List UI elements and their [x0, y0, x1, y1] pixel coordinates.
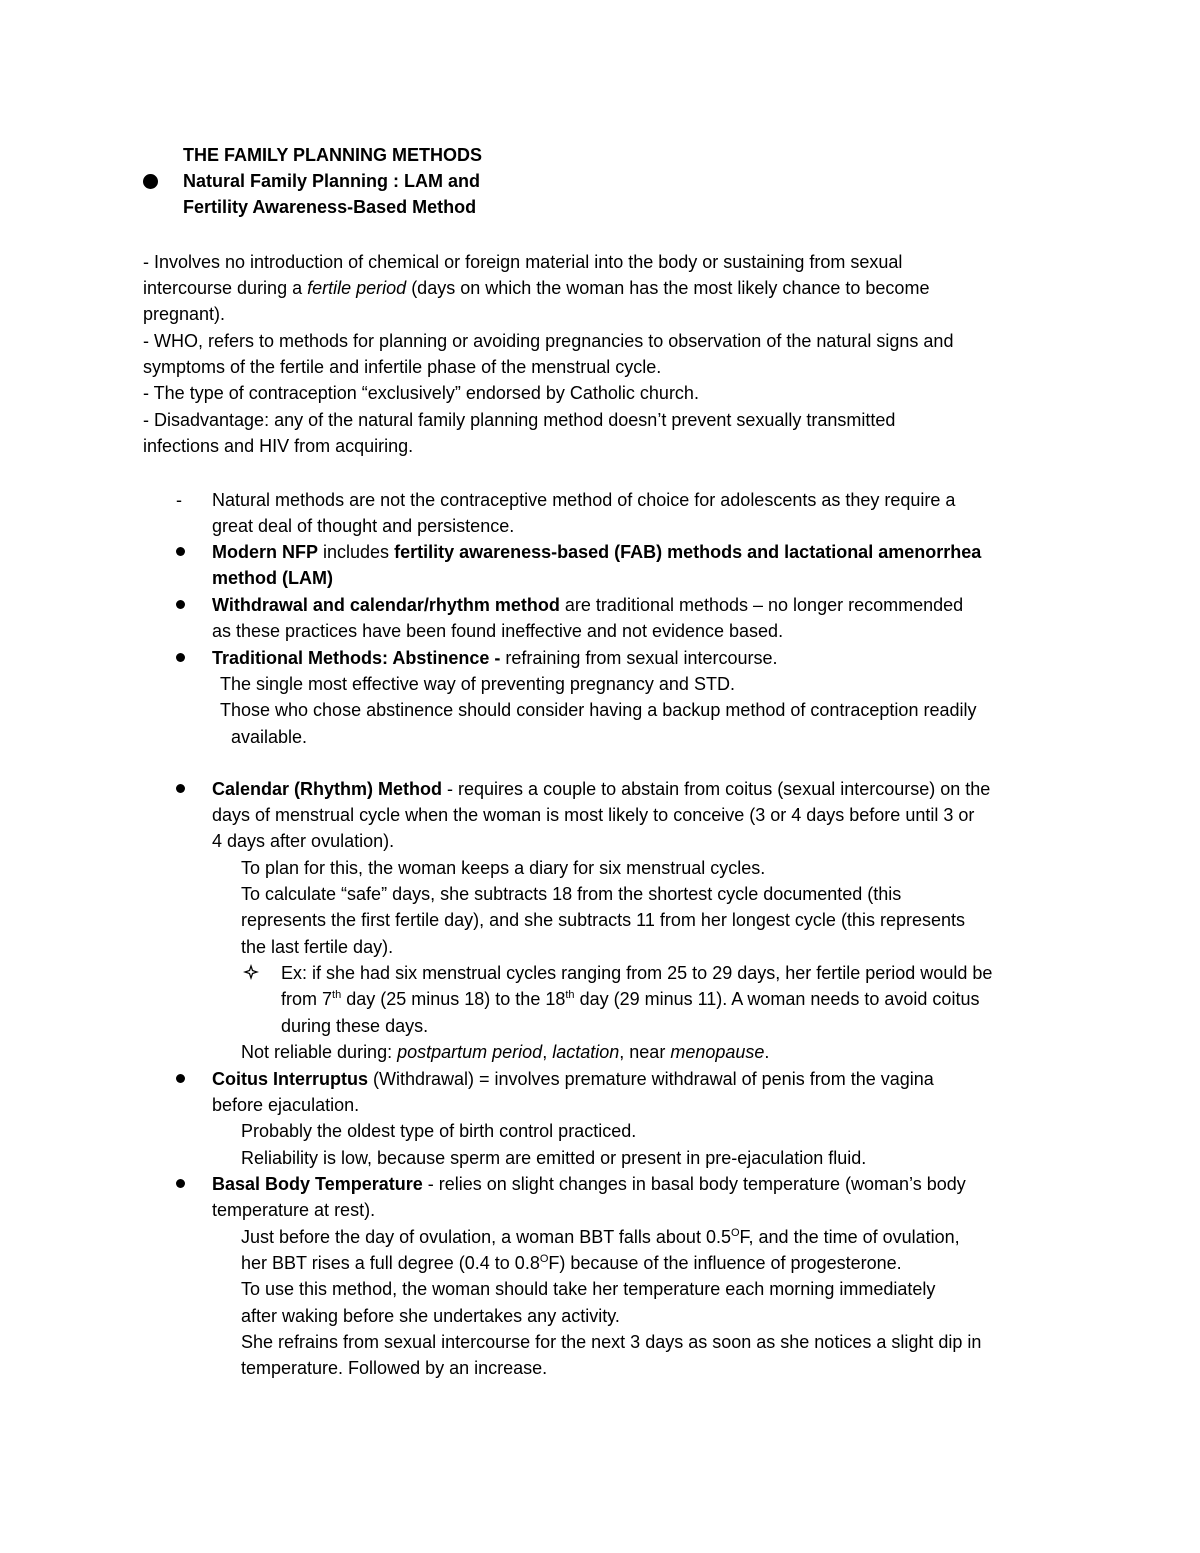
example-text: day (25 minus 18) to the 18	[346, 989, 566, 1009]
coitus-line: before ejaculation.	[212, 1095, 360, 1115]
dash-bullet-icon: -	[176, 490, 182, 510]
bbt-text: her BBT rises a full degree (0.4 to 0.8	[241, 1253, 540, 1273]
intro-line: symptoms of the fertile and infertile phase of the menstrual cycle.	[143, 357, 662, 377]
traditional-line: The single most effective way of preventing pregnancy and STD.	[220, 674, 735, 694]
modern-nfp-methods: fertility awareness-based (FAB) methods and lactational amenorrhea	[394, 542, 982, 562]
bullet-icon	[176, 1074, 185, 1083]
bbt-text: - relies on slight changes in basal body temperature (woman’s body	[427, 1174, 966, 1194]
bullet-icon	[143, 174, 158, 189]
example-line	[281, 986, 979, 1012]
not-reliable-term: postpartum period	[397, 1042, 543, 1062]
withdrawal-text: are traditional methods – no longer recommended	[564, 595, 964, 615]
ordinal-suffix: th	[565, 989, 575, 1001]
diamond-bullet-icon	[243, 964, 259, 980]
degree-sign: O	[539, 1253, 549, 1265]
withdrawal-term: Withdrawal and calendar/rhythm method	[212, 595, 560, 615]
bbt-sub-line: She refrains from sexual intercourse for the next 3 days as soon as she notices a slight dip in	[241, 1332, 982, 1352]
period: .	[764, 1042, 770, 1062]
calendar-line	[212, 776, 990, 802]
intro-line: infections and HIV from acquiring.	[143, 436, 414, 456]
bullet-icon	[176, 547, 185, 556]
intro-line: pregnant).	[143, 304, 226, 324]
bbt-line	[212, 1171, 966, 1197]
modern-nfp-term: Modern NFP	[212, 542, 318, 562]
intro-line: - WHO, refers to methods for planning or avoiding pregnancies to observation of the natural signs and	[143, 331, 954, 351]
calendar-line: 4 days after ovulation).	[212, 831, 395, 851]
bbt-sub-line: after waking before she undertakes any activity.	[241, 1306, 620, 1326]
bullet-icon	[176, 1179, 185, 1188]
dash-item-line: Natural methods are not the contraceptive method of choice for adolescents as they require a	[212, 490, 956, 510]
intro-line	[143, 275, 929, 301]
example-text: from 7	[281, 989, 333, 1009]
traditional-term: Traditional Methods: Abstinence -	[212, 648, 501, 668]
page-title: THE FAMILY PLANNING METHODS	[183, 145, 483, 165]
example-line: during these days.	[281, 1016, 429, 1036]
modern-nfp-text: includes	[323, 542, 390, 562]
modern-nfp-line	[212, 539, 981, 565]
intro-line: - The type of contraception “exclusively” endorsed by Catholic church.	[143, 383, 699, 403]
traditional-line: Those who chose abstinence should consider having a backup method of contraception readily	[220, 700, 977, 720]
intro-line: - Disadvantage: any of the natural family planning method doesn’t prevent sexually transmitted	[143, 410, 896, 430]
degree-sign: O	[730, 1227, 740, 1239]
bullet-icon	[176, 600, 185, 609]
bbt-sub-line	[241, 1250, 902, 1276]
withdrawal-line: as these practices have been found ineffective and not evidence based.	[212, 621, 784, 641]
calendar-text: - requires a couple to abstain from coitus (sexual intercourse) on the	[447, 779, 991, 799]
intro-text: (days on which the woman has the most likely chance to become	[411, 278, 930, 298]
section-heading-line2: Fertility Awareness-Based Method	[183, 197, 477, 217]
traditional-line: available.	[231, 727, 308, 747]
coitus-sub-line: Reliability is low, because sperm are emitted or present in pre-ejaculation fluid.	[241, 1148, 867, 1168]
traditional-line	[212, 645, 778, 671]
coitus-text: (Withdrawal) = involves premature withdrawal of penis from the vagina	[373, 1069, 934, 1089]
calendar-sub-line: To calculate “safe” days, she subtracts 18 from the shortest cycle documented (this	[241, 884, 902, 904]
bbt-text: Just before the day of ovulation, a woman BBT falls about 0.5	[241, 1227, 731, 1247]
ordinal-suffix: th	[332, 989, 342, 1001]
coitus-line	[212, 1066, 934, 1092]
not-reliable-label: Not reliable during:	[241, 1042, 393, 1062]
bbt-sub-line	[241, 1224, 960, 1250]
intro-text: intercourse during a	[143, 278, 303, 298]
calendar-line: days of menstrual cycle when the woman is most likely to conceive (3 or 4 days before until 3 or	[212, 805, 975, 825]
calendar-term: Calendar (Rhythm) Method	[212, 779, 443, 799]
not-reliable-term: menopause	[670, 1042, 765, 1062]
example-text: day (29 minus 11). A woman needs to avoid coitus	[579, 989, 980, 1009]
bbt-text: F) because of the influence of progesterone.	[548, 1253, 902, 1273]
example-line: Ex: if she had six menstrual cycles ranging from 25 to 29 days, her fertile period would be	[281, 963, 993, 983]
not-reliable-line	[241, 1039, 769, 1065]
traditional-text: refraining from sexual intercourse.	[505, 648, 778, 668]
section-heading-line1: Natural Family Planning : LAM and	[183, 171, 481, 191]
coitus-term: Coitus Interruptus	[212, 1069, 368, 1089]
not-reliable-term: lactation	[552, 1042, 620, 1062]
bbt-text: F, and the time of ovulation,	[739, 1227, 960, 1247]
fertile-period-term: fertile period	[307, 278, 407, 298]
bbt-line: temperature at rest).	[212, 1200, 376, 1220]
bbt-sub-line: To use this method, the woman should take her temperature each morning immediately	[241, 1279, 936, 1299]
bullet-icon	[176, 653, 185, 662]
separator: ,	[542, 1042, 548, 1062]
intro-line: - Involves no introduction of chemical or foreign material into the body or sustaining from sexual	[143, 252, 903, 272]
withdrawal-line	[212, 592, 963, 618]
coitus-sub-line: Probably the oldest type of birth control practiced.	[241, 1121, 637, 1141]
calendar-sub-line: To plan for this, the woman keeps a diary for six menstrual cycles.	[241, 858, 766, 878]
calendar-sub-line: the last fertile day).	[241, 937, 394, 957]
modern-nfp-line: method (LAM)	[212, 568, 333, 588]
separator: , near	[619, 1042, 666, 1062]
calendar-sub-line: represents the first fertile day), and she subtracts 11 from her longest cycle (this represents	[241, 910, 965, 930]
bbt-sub-line: temperature. Followed by an increase.	[241, 1358, 548, 1378]
dash-item-line: great deal of thought and persistence.	[212, 516, 515, 536]
bbt-term: Basal Body Temperature	[212, 1174, 423, 1194]
bullet-icon	[176, 784, 185, 793]
